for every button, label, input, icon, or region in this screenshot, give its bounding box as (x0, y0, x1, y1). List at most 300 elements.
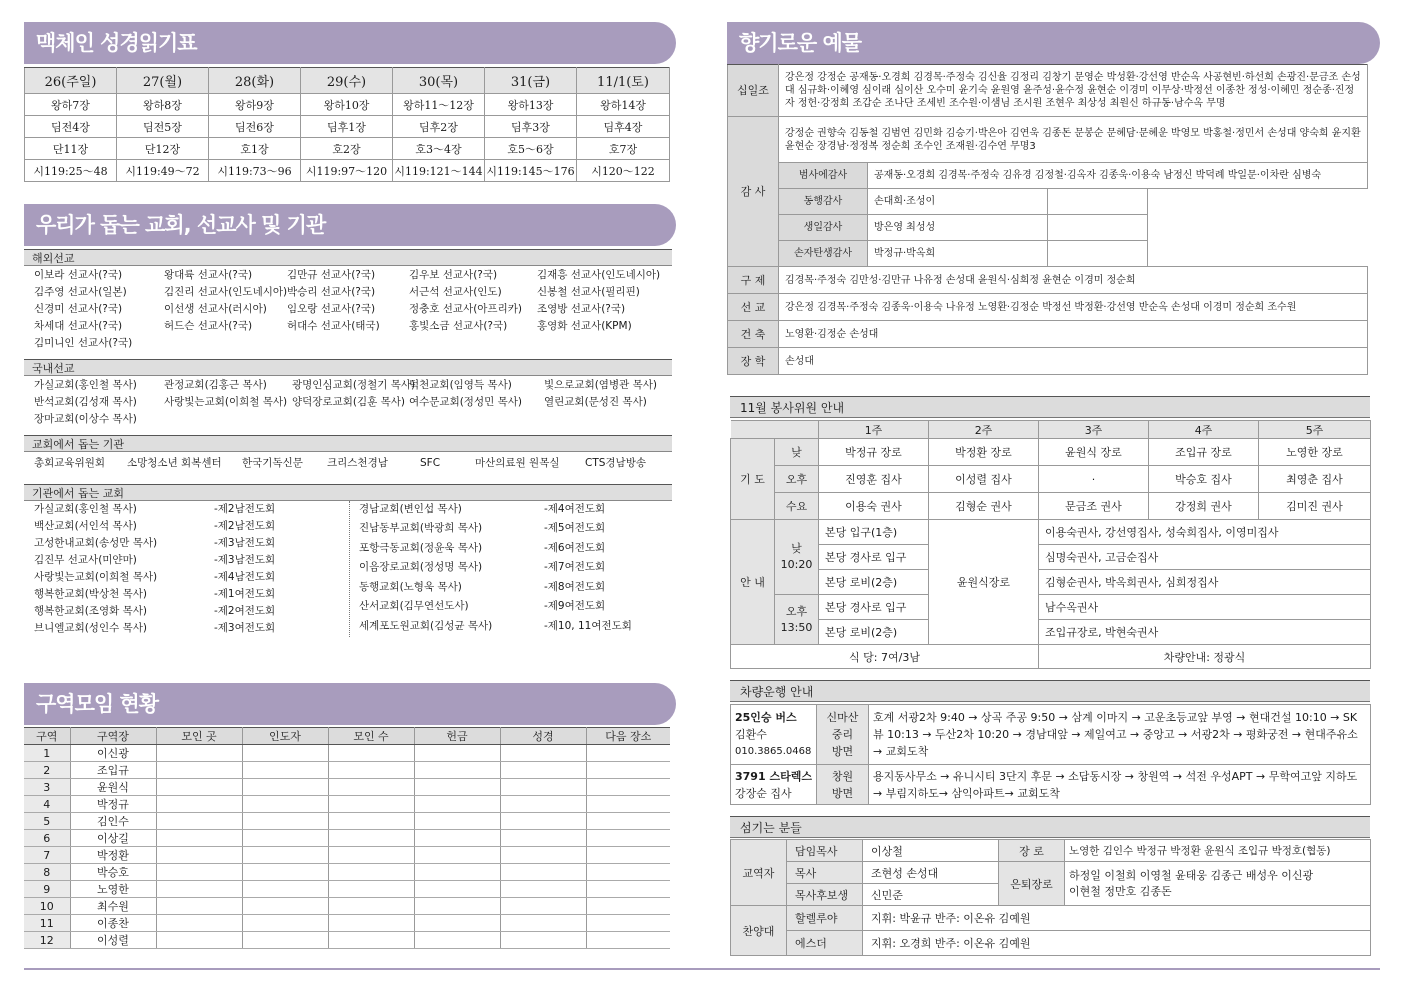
bus-name: 3791 스타렉스 (735, 769, 812, 783)
district-header: 구역 (24, 728, 70, 745)
district-row (24, 813, 670, 830)
church-item: 사랑빛는교회(이희철 목사) (164, 396, 288, 408)
church-item: 반석교회(김성재 목사) (34, 396, 137, 408)
district-cell (328, 864, 414, 881)
district-number: 8 (24, 864, 70, 881)
elders-names: 노영한 김인수 박정규 박정환 윤원식 조입규 박정호(협동) (1065, 840, 1371, 862)
missionary-item: 박승리 선교사(?국) (287, 286, 376, 298)
reading-header-row (25, 68, 670, 94)
district-header: 인도자 (242, 728, 328, 745)
church-item: 열린교회(문성진 목사) (544, 396, 647, 408)
district-cell (242, 762, 328, 779)
district-number: 6 (24, 830, 70, 847)
reading-cell: 딤후1장 (301, 116, 393, 138)
district-cell (586, 779, 670, 796)
offering-row-sipil (728, 65, 1368, 117)
reading-cell: 딤전5장 (117, 116, 209, 138)
district-leader: 이신광 (70, 745, 156, 762)
district-cell (586, 915, 670, 932)
staff-row (731, 840, 1371, 862)
staff-row (731, 862, 1371, 884)
bus2-info (731, 765, 817, 805)
org-item: SFC (420, 457, 441, 469)
sponsor-group: -제1여전도회 (214, 588, 276, 600)
sponsor-group: -제2남전도회 (214, 520, 276, 532)
offering-label: 장 학 (728, 348, 779, 375)
district-row (24, 779, 670, 796)
supported-church: 산서교회(김무연선도사) (359, 600, 469, 613)
prayer-name: 강정희 권사 (1149, 493, 1259, 520)
org-item: 한국기독신문 (242, 457, 303, 469)
district-cell (500, 898, 586, 915)
district-cell (414, 813, 500, 830)
district-cell (414, 932, 500, 949)
district-cell (328, 915, 414, 932)
missionary-item: 조영방 선교사(?국) (537, 303, 626, 315)
inst-label: 기관에서 돕는 교회 (24, 484, 672, 501)
offering-subrow (728, 241, 1368, 267)
district-cell (586, 745, 670, 762)
missionary-item: 임오랑 선교사(?국) (287, 303, 376, 315)
district-cell (500, 915, 586, 932)
district-cell (242, 830, 328, 847)
district-cell (242, 796, 328, 813)
servants-table (730, 839, 1371, 956)
sponsor-group: -제3남전도회 (214, 537, 276, 549)
offering-label: 십일조 (728, 65, 779, 117)
orgs-label: 교회에서 돕는 기관 (24, 435, 672, 452)
district-leader: 조입규 (70, 762, 156, 779)
district-cell (328, 898, 414, 915)
retired-names: 하정일 이철희 이영철 윤태웅 김종근 배성우 이신광 이현철 정만호 김종돈 (1065, 862, 1371, 906)
volunteer-table (730, 420, 1371, 669)
org-item: 소망청소년 회복센터 (127, 457, 222, 469)
guide-names: 남수옥권사 (1039, 595, 1371, 620)
parking-info: 차량안내: 정광식 (1039, 645, 1371, 669)
meal-row (731, 645, 1371, 669)
missionary-item: 허대수 선교사(태국) (287, 320, 380, 332)
sponsor-group: -제8여전도회 (544, 580, 606, 593)
supported-church: 경남교회(변인섭 목사) (359, 503, 462, 515)
supported-church: 포항극동교회(정윤욱 목사) (359, 541, 483, 554)
missionary-item: 정충호 선교사(아프리카) (409, 303, 522, 315)
guide-names: 심명숙권사, 고금순집사 (1039, 545, 1371, 570)
choir-row (731, 931, 1371, 956)
guide-place: 본당 입구(1층) (819, 520, 929, 545)
sponsor-group: -제7여전도회 (544, 561, 606, 574)
supported-church: 브니엘교회(성인수 목사) (34, 622, 147, 634)
bus-driver: 강장순 집사 (735, 786, 792, 800)
district-cell (328, 932, 414, 949)
district-cell (414, 830, 500, 847)
org-item: 크리스천경남 (327, 457, 388, 469)
prayer-name: 김형순 권사 (929, 493, 1039, 520)
guide-place: 본당 로비(2층) (819, 570, 929, 595)
sponsor-group: -제2여전도회 (214, 605, 276, 617)
staff-name: 이상철 (863, 840, 999, 862)
supported-church: 김진무 선교사(미얀마) (34, 554, 137, 566)
footer-line (24, 968, 1380, 970)
day-header: 29(수) (301, 68, 393, 94)
sponsor-group: -제4여전도회 (544, 503, 606, 515)
meal-info: 식 당: 7여/3남 (731, 645, 1039, 669)
prayer-label: 기 도 (731, 439, 775, 520)
district-leader: 윤원식 (70, 779, 156, 796)
reading-cell: 딤전6장 (209, 116, 301, 138)
choir-info: 지휘: 오경희 반주: 이온유 김예원 (863, 931, 1371, 956)
offering-label: 구 제 (728, 267, 779, 294)
district-row (24, 745, 670, 762)
guide-row (731, 620, 1371, 645)
district-cell (586, 881, 670, 898)
district-cell (500, 779, 586, 796)
district-header: 다음 장소 (586, 728, 670, 745)
bus-name: 25인승 버스 (735, 711, 797, 724)
district-cell (500, 813, 586, 830)
district-row (24, 915, 670, 932)
week-header: 1주 (819, 421, 929, 439)
week-header: 5주 (1259, 421, 1371, 439)
inst-list-right (350, 501, 654, 637)
district-cell (586, 898, 670, 915)
district-cell (500, 830, 586, 847)
district-table (24, 727, 670, 949)
servants-title: 섬기는 분들 (730, 816, 1370, 838)
district-cell (156, 881, 242, 898)
prayer-name: 이성렬 집사 (929, 466, 1039, 493)
choir-info: 지휘: 박윤규 반주: 이온유 김예원 (863, 906, 1371, 931)
support-section (24, 249, 672, 637)
sponsor-group: -제6여전도회 (544, 541, 606, 554)
bus-stops: 용지동사무소 → 유니시티 3단지 후문 → 소답동시장 → 창원역 → 석전 우성APT → 무학여고앞 지하도 → 부림지하도→ 삼익아파트→ 교회도착 (869, 765, 1371, 805)
district-leader: 최수원 (70, 898, 156, 915)
district-number: 9 (24, 881, 70, 898)
supported-church: 세계포도원교회(김성균 목사) (359, 619, 493, 632)
prayer-name: 김미진 권사 (1259, 493, 1371, 520)
domestic-label: 국내선교 (24, 359, 672, 376)
church-item: 광명인심교회(정철기 목사) (292, 379, 416, 391)
missionary-item: 김우보 선교사(?국) (409, 269, 498, 281)
staff-name: 조현성 손성대 (863, 862, 999, 884)
district-banner: 구역모임 현황 (24, 683, 676, 725)
district-number: 1 (24, 745, 70, 762)
prayer-name: · (1039, 466, 1149, 493)
district-cell (414, 847, 500, 864)
reading-cell: 왕하13장 (485, 94, 577, 116)
bus-route: 신마산 중리 방면 (817, 705, 869, 765)
guide-time: 낮 10:20 (775, 520, 819, 595)
prayer-row (731, 493, 1371, 520)
district-cell (328, 796, 414, 813)
staff-role: 목사후보생 (787, 884, 863, 906)
missionary-item: 김주영 선교사(일본) (34, 286, 127, 298)
offering-row (728, 267, 1368, 294)
supported-church: 고성한내교회(송성만 목사) (34, 537, 158, 549)
bus-driver: 김환수 (735, 728, 767, 741)
offering-text: 공재동·오경희 김경목·주정숙 김유경 김정철·김옥자 김종욱·이용숙 남정신 박덕례 박일문·이차란 심병숙 (868, 163, 1368, 189)
district-cell (414, 915, 500, 932)
domestic-list (24, 376, 672, 431)
guide-row (731, 595, 1371, 620)
reading-cell: 시119:25～48 (25, 160, 117, 182)
reading-cell: 시119:121～144 (393, 160, 485, 182)
prayer-row (731, 466, 1371, 493)
church-item: 여수문교회(정성민 목사) (409, 396, 522, 408)
guide-elder: 윤원식장로 (929, 520, 1039, 645)
district-cell (242, 898, 328, 915)
guide-row (731, 545, 1371, 570)
district-leader: 박승호 (70, 864, 156, 881)
retired-label: 은퇴장로 (999, 862, 1065, 906)
offering-sublabel: 손자탄생감사 (779, 241, 868, 267)
district-header: 모인 곳 (156, 728, 242, 745)
district-cell (156, 864, 242, 881)
district-header: 모인 수 (328, 728, 414, 745)
reading-banner: 맥체인 성경읽기표 (24, 22, 676, 64)
sponsor-group: -제10, 11여전도회 (544, 619, 632, 632)
guide-names: 김형순권사, 박옥희권사, 심희정집사 (1039, 570, 1371, 595)
district-header: 헌금 (414, 728, 500, 745)
reading-cell: 시119:73～96 (209, 160, 301, 182)
missionary-item: 서근석 선교사(인도) (409, 286, 502, 298)
prayer-name: 진영훈 집사 (819, 466, 929, 493)
prayer-name: 최영춘 집사 (1259, 466, 1371, 493)
district-cell (156, 762, 242, 779)
guide-names: 조입규장로, 박현숙권사 (1039, 620, 1371, 645)
vehicle-title: 차량운행 안내 (730, 680, 1370, 702)
offering-subrow (728, 215, 1368, 241)
elders-label: 장 로 (999, 840, 1065, 862)
supported-church: 행복한교회(조영화 목사) (34, 605, 147, 617)
district-cell (586, 762, 670, 779)
day-header: 28(화) (209, 68, 301, 94)
district-number: 4 (24, 796, 70, 813)
sponsor-group: -제4남전도회 (214, 571, 276, 583)
district-leader: 노영한 (70, 881, 156, 898)
reading-cell: 딤후4장 (577, 116, 670, 138)
sponsor-group: -제3여전도회 (214, 622, 276, 634)
overseas-label: 해외선교 (24, 249, 672, 266)
offering-sublabel: 생일감사 (779, 215, 868, 241)
district-leader: 박정규 (70, 796, 156, 813)
org-item: 총회교육위원회 (34, 457, 106, 469)
guide-place: 본당 경사로 입구 (819, 595, 929, 620)
prayer-name: 박정환 장로 (929, 439, 1039, 466)
reading-cell: 호1장 (209, 138, 301, 160)
prayer-time: 수요 (775, 493, 819, 520)
district-cell (586, 813, 670, 830)
offering-table (727, 64, 1368, 375)
offering-row (728, 321, 1368, 348)
sponsor-group: -제3남전도회 (214, 554, 276, 566)
reading-row (25, 116, 670, 138)
missionary-item: 허드슨 선교사(?국) (164, 320, 253, 332)
reading-cell: 딤후3장 (485, 116, 577, 138)
offering-text: 강은정 김경목·주정숙 김종욱·이용숙 나유정 노영환·김정순 박정선 박정환·강선영 반순옥 손성대 이경미 정순희 조수원 (779, 294, 1368, 321)
district-cell (242, 847, 328, 864)
offering-label: 감 사 (728, 117, 779, 267)
prayer-name: 박승호 집사 (1149, 466, 1259, 493)
missionary-item: 왕대륙 선교사(?국) (164, 269, 253, 281)
missionary-item: 이보라 선교사(?국) (34, 269, 123, 281)
choir-row (731, 906, 1371, 931)
district-header-row (24, 728, 670, 745)
offering-text: 박정규·박옥희 (868, 241, 1048, 267)
reading-cell: 왕하8장 (117, 94, 209, 116)
district-cell (586, 864, 670, 881)
prayer-time: 낮 (775, 439, 819, 466)
reading-cell: 호7장 (577, 138, 670, 160)
church-item: 장마교회(이상수 목사) (34, 413, 137, 425)
volunteer-header-row (731, 421, 1371, 439)
district-cell (242, 932, 328, 949)
offering-subrow (728, 163, 1368, 189)
district-cell (586, 830, 670, 847)
district-cell (242, 779, 328, 796)
choir-label: 찬양대 (731, 906, 787, 956)
district-cell (500, 847, 586, 864)
district-leader: 이상길 (70, 830, 156, 847)
district-row (24, 932, 670, 949)
district-row (24, 864, 670, 881)
prayer-name: 노영한 장로 (1259, 439, 1371, 466)
supported-church: 진남동부교회(박광희 목사) (359, 522, 483, 535)
staff-label: 교역자 (731, 840, 787, 906)
district-cell (156, 847, 242, 864)
missionary-item: 홍빛소금 선교사(?국) (409, 320, 508, 332)
offering-row (728, 348, 1368, 375)
supported-church: 이음장로교회(정성명 목사) (359, 561, 483, 574)
district-number: 12 (24, 932, 70, 949)
missionary-item: 홍영화 선교사(KPM) (537, 320, 632, 332)
orgs-list (24, 452, 672, 475)
district-cell (414, 881, 500, 898)
day-header: 30(목) (393, 68, 485, 94)
church-item: 관정교회(김홍근 목사) (164, 379, 267, 391)
district-cell (156, 830, 242, 847)
reading-cell: 딤전4장 (25, 116, 117, 138)
district-header: 성경 (500, 728, 586, 745)
district-number: 10 (24, 898, 70, 915)
district-cell (242, 813, 328, 830)
district-row (24, 796, 670, 813)
district-cell (156, 779, 242, 796)
district-cell (242, 864, 328, 881)
day-header: 26(주일) (25, 68, 117, 94)
reading-cell: 딤후2장 (393, 116, 485, 138)
district-number: 3 (24, 779, 70, 796)
district-cell (328, 779, 414, 796)
district-cell (156, 745, 242, 762)
week-header: 2주 (929, 421, 1039, 439)
church-item: 양덕장로교회(김훈 목사) (292, 396, 405, 408)
choir-name: 에스더 (787, 931, 863, 956)
reading-cell: 왕하7장 (25, 94, 117, 116)
district-cell (586, 932, 670, 949)
district-row (24, 898, 670, 915)
sponsor-group: -제2남전도회 (214, 503, 276, 515)
church-item: 빛으로교회(염병관 목사) (544, 379, 657, 391)
org-item: 마산의료원 원목실 (475, 457, 560, 469)
offering-row-thanks (728, 117, 1368, 163)
reading-cell: 시119:49～72 (117, 160, 209, 182)
district-cell (414, 796, 500, 813)
offering-sublabel: 범사에감사 (779, 163, 868, 189)
reading-cell: 단12장 (117, 138, 209, 160)
support-banner: 우리가 돕는 교회, 선교사 및 기관 (24, 204, 676, 246)
supported-church: 동행교회(노형욱 목사) (359, 580, 462, 593)
bus-phone: 010.3865.0468 (735, 746, 812, 757)
missionary-item: 신봉철 선교사(필리핀) (537, 286, 640, 298)
reading-row (25, 160, 670, 182)
offering-row (728, 294, 1368, 321)
district-number: 11 (24, 915, 70, 932)
district-leader: 김인수 (70, 813, 156, 830)
week-header: 4주 (1149, 421, 1259, 439)
district-cell (414, 779, 500, 796)
guide-time: 오후 13:50 (775, 595, 819, 645)
overseas-list (24, 266, 672, 355)
church-item: 덕천교회(임영득 목사) (409, 379, 512, 391)
week-header: 3주 (1039, 421, 1149, 439)
choir-name: 할렐루야 (787, 906, 863, 931)
sponsor-group: -제9여전도회 (544, 600, 606, 613)
reading-cell: 왕하10장 (301, 94, 393, 116)
district-number: 7 (24, 847, 70, 864)
day-header: 11/1(토) (577, 68, 670, 94)
guide-label: 안 내 (731, 520, 775, 645)
supported-church: 사랑빛는교회(이희철 목사) (34, 571, 158, 583)
district-cell (156, 813, 242, 830)
district-cell (500, 864, 586, 881)
church-item: 가실교회(홍인철 목사) (34, 379, 137, 391)
district-cell (156, 932, 242, 949)
prayer-row (731, 439, 1371, 466)
missionary-item: 이선생 선교사(러시아) (164, 303, 267, 315)
offering-text: 손대희·조성이 (868, 189, 1048, 215)
missionary-item: 김진리 선교사(인도네시아) (164, 286, 288, 298)
volunteer-title: 11월 봉사위원 안내 (730, 396, 1370, 418)
offering-text: 김경목·주정숙 김만성·김만규 나유정 손성대 윤원식·심희정 윤현순 이경미 정순희 (779, 267, 1368, 294)
bus-row (731, 705, 1371, 765)
bus-stops: 호계 서광2차 9:40 → 상곡 주공 9:50 → 삼계 이마지 → 고운초등교앞 부영 → 현대건설 10:10 → SK뷰 10:13 → 두산2차 10:20 → 경남대앞 → 제일여고 → 중앙고 → 서광2차 → 평화궁전 → 현대주유소 → 교회도착 (869, 705, 1371, 765)
supported-church: 가실교회(홍인철 목사) (34, 503, 137, 515)
offering-text: 노영환·김정순 손성대 (779, 321, 1368, 348)
sponsor-group: -제5여전도회 (544, 522, 606, 535)
district-cell (500, 762, 586, 779)
missionary-item: 신경미 선교사(?국) (34, 303, 123, 315)
offering-label: 선 교 (728, 294, 779, 321)
guide-row (731, 520, 1371, 545)
district-header: 구역장 (70, 728, 156, 745)
district-cell (414, 864, 500, 881)
district-cell (500, 745, 586, 762)
guide-row (731, 570, 1371, 595)
district-cell (500, 932, 586, 949)
offering-text: 방은영 최성성 (868, 215, 1048, 241)
district-cell (328, 830, 414, 847)
district-number: 2 (24, 762, 70, 779)
district-cell (328, 745, 414, 762)
district-cell (328, 813, 414, 830)
missionary-item: 김만규 선교사(?국) (287, 269, 376, 281)
guide-names: 이용숙권사, 강선영집사, 성숙희집사, 이영미집사 (1039, 520, 1371, 545)
district-cell (414, 898, 500, 915)
reading-cell: 시119:97～120 (301, 160, 393, 182)
district-cell (414, 762, 500, 779)
offering-text: 강정순 권향숙 김동철 김범연 김민화 김승기·박은아 김연욱 김종돈 문봉순 문혜담·문혜운 박영모 박홍철·정민서 손성대 양숙희 윤지환 윤현순 장경남·정정복 정순희 조수인 조재원·김수연 무명3 (779, 117, 1368, 163)
district-row (24, 762, 670, 779)
